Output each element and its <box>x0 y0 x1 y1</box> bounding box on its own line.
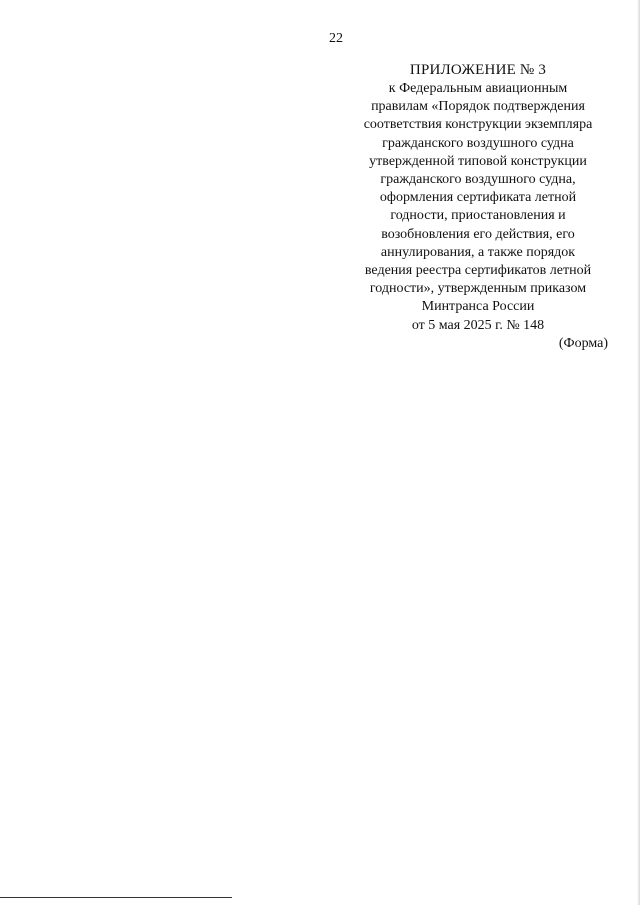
page-number: 22 <box>329 31 343 46</box>
appendix-line: годности, приостановления и <box>390 208 566 224</box>
appendix-line: к Федеральным авиационным <box>388 81 568 96</box>
form-label: (Форма) <box>558 336 608 351</box>
appendix-line: гражданского воздушного судна <box>382 135 574 151</box>
appendix-line: ведения реестра сертификатов летной <box>364 263 592 279</box>
appendix-title: ПРИЛОЖЕНИЕ № 3 <box>409 62 547 78</box>
appendix-line: Минтранса России <box>421 299 535 315</box>
appendix-line: возобновления его действия, его <box>381 226 575 242</box>
appendix-line: от 5 мая 2025 г. № 148 <box>411 317 545 333</box>
appendix-line: правилам «Порядок подтверждения <box>371 99 585 115</box>
appendix-line: аннулирования, а также порядок <box>380 244 576 260</box>
appendix-line: годности», утвержденным приказом <box>369 281 587 297</box>
appendix-line: соответствия конструкции экземпляра <box>363 117 593 133</box>
appendix-line: гражданского воздушного судна, <box>380 172 576 188</box>
appendix-header <box>340 60 616 335</box>
appendix-line: оформления сертификата летной <box>379 190 577 206</box>
appendix-line: утвержденной типовой конструкции <box>369 153 587 169</box>
footnote-divider <box>0 897 232 898</box>
